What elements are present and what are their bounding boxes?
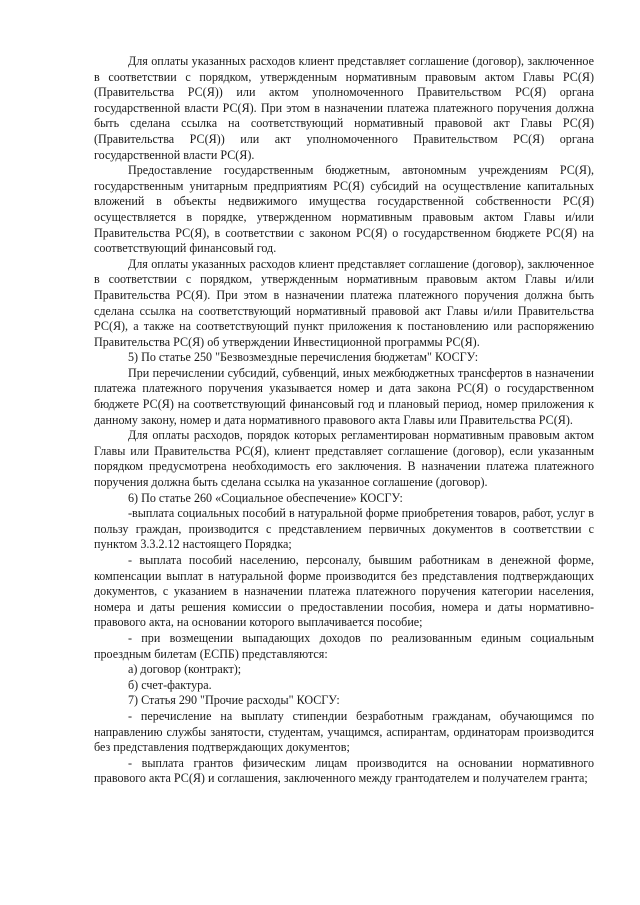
section-heading: 6) По статье 260 «Социальное обеспечение» КОСГУ: <box>128 490 403 505</box>
list-item: - перечисление на выплату стипендии безработным гражданам, обучающимся по направлению службы занятости, студентам, учащимся, аспирантам, ординаторам производится без представления подтверждающих документов; <box>94 708 594 755</box>
list-item: -выплата социальных пособий в натуральной форме приобретения товаров, работ, услуг в пользу граждан, производится с представлением первичных документов в соответствии с пунктом 3.3.2.12 настоящего Порядка; <box>94 506 594 552</box>
section-heading: 5) По статье 250 "Безвозмездные перечисления бюджетам" КОСГУ: <box>128 350 479 365</box>
section-heading: 7) Статья 290 "Прочие расходы" КОСГУ: <box>128 693 340 708</box>
paragraph: Для оплаты указанных расходов клиент представляет соглашение (договор), заключенное в соответствии с порядком, утвержденным нормативным правовым актом Главы РС(Я) (Правительства РС(Я)) или актом уполномоченного Правительством РС(Я) органа государственной власти РС(Я). При этом в назначении платежа платежного поручения должна быть сделана ссылка на соответствующий нормативный правовой акт Главы РС(Я) (Правительства РС(Я)) или акт уполномоченного Правительством РС(Я) органа государственной власти РС(Я). <box>94 54 594 162</box>
list-item: - выплата пособий населению, персоналу, бывшим работникам в денежной форме, компенсации выплат в натуральной форме производится без представления подтверждающих документов, с указанием в назначении платежа платежного поручения категории населения, номера и даты решения комиссии о предоставлении пособия, номера и даты нормативно-правового акта, на основании которого выплачивается пособие; <box>94 553 594 630</box>
sub-item: а) договор (контракт); <box>128 662 242 677</box>
list-item: - при возмещении выпадающих доходов по реализованным единым социальным проездным билетам (ЕСПБ) представляются: <box>94 630 594 661</box>
paragraph: Для оплаты расходов, порядок которых регламентирован нормативным правовым актом Главы или Правительства РС(Я), клиент представляет соглашение (договор), если указанным порядком предусмотрена необходимость его заключения. В назначении платежа платежного поручения должна быть сделана ссылка на указанное соглашение (договор). <box>94 428 594 490</box>
paragraph: Предоставление государственным бюджетным, автономным учреждениям РС(Я), государственным унитарным предприятиям РС(Я) субсидий на осуществление капитальных вложений в объекты недвижимого имущества государственной собственности РС(Я) осуществляется в порядке, утвержденном нормативным правовым актом Главы и/или Правительства РС(Я), в соответствии с законом РС(Я) о государственном бюджете РС(Я) на соответствующий финансовый год. <box>94 163 594 256</box>
sub-item: б) счет-фактура. <box>128 677 212 692</box>
paragraph: При перечислении субсидий, субвенций, иных межбюджетных трансфертов в назначении платежа платежного поручения указывается номер и дата закона РС(Я) о государственном бюджете РС(Я) на соответствующий финансовый год и плановый период, номер приложения к данному закону, номер и дата нормативного правового акта Главы или Правительства РС(Я). <box>94 365 594 427</box>
list-item: - выплата грантов физическим лицам производится на основании нормативного правового акта РС(Я) и соглашения, заключенного между грантодателем и получателем гранта; <box>94 755 594 786</box>
paragraph: Для оплаты указанных расходов клиент представляет соглашение (договор), заключенное в соответствии с порядком, утвержденным нормативным правовым актом Главы и/или Правительства РС(Я). При этом в назначении платежа платежного поручения должна быть сделана ссылка на соответствующий нормативный правовой акт Главы и/или Правительства РС(Я), а также на соответствующий пункт приложения к постановлению или распоряжению Правительства РС(Я) об утверждении Инвестиционной программы РС(Я). <box>94 256 594 349</box>
